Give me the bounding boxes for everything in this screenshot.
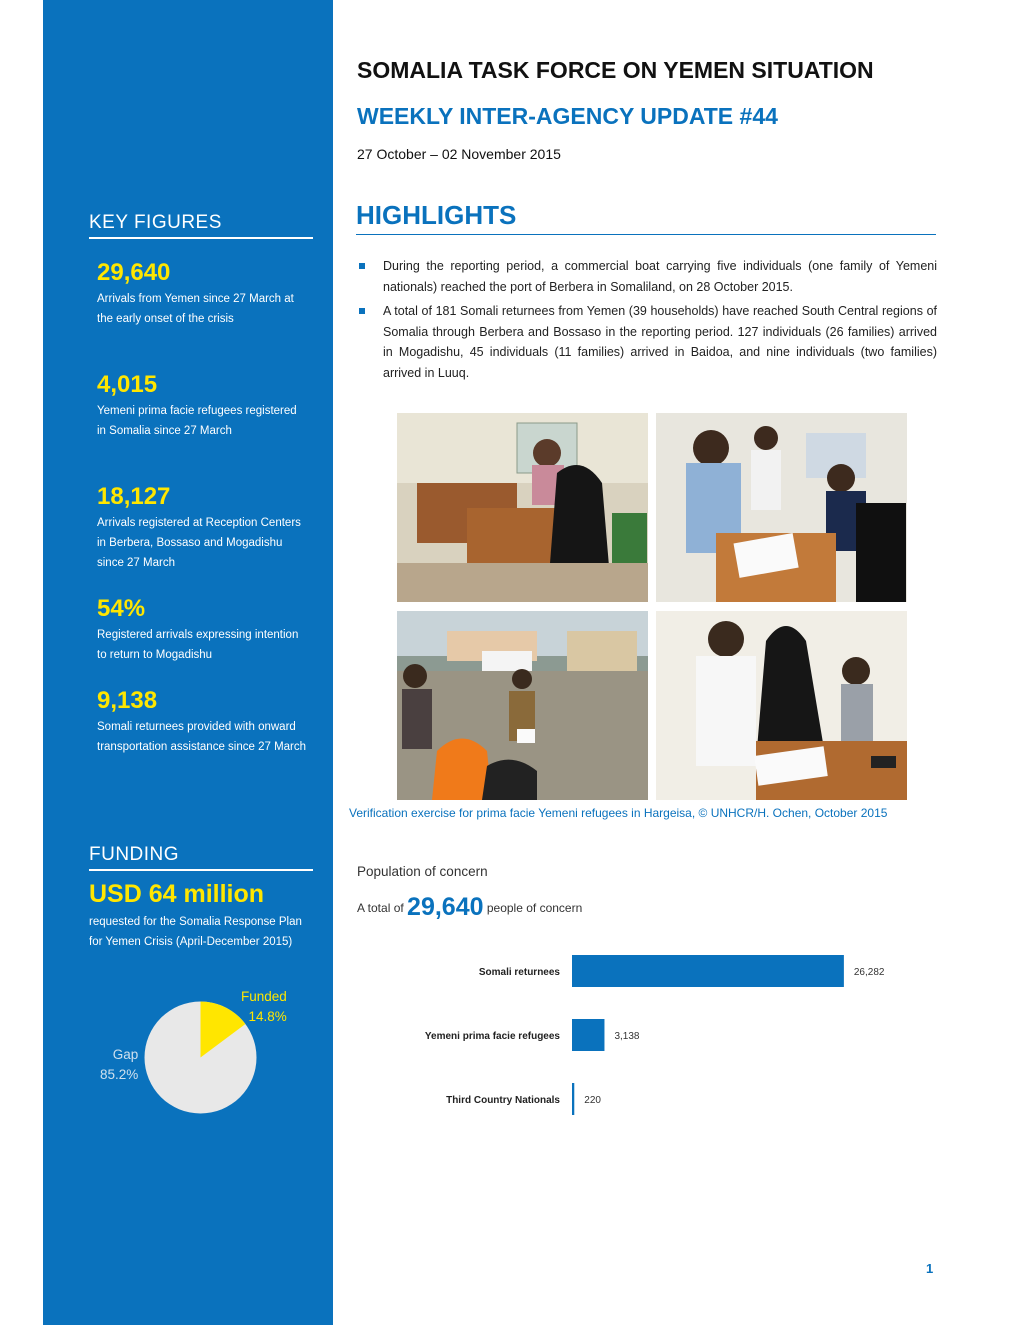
pie-label-gap (100, 1045, 138, 1085)
highlight-item (357, 301, 937, 383)
key-figure-desc: Yemeni prima facie refugees registered in Somalia since 27 March (97, 405, 297, 437)
population-bar-chart (360, 945, 940, 1125)
key-figure-value: 9,138 (97, 687, 158, 714)
total-value: 29,640 (407, 893, 484, 921)
population-total (357, 893, 582, 922)
highlight-item (357, 256, 937, 297)
highlight-text: A total of 181 Somali returnees from Yemen (39 households) have reached South Central regions of Somalia through Berbera and Bossaso in the reporting period. 127 individuals (26 families) arrived in Mogadishu, 45 individuals (11 families) arrived in Baidoa, and nine individuals (two families) arrived in Luuq. (383, 304, 937, 380)
key-figure-desc: Arrivals from Yemen since 27 March at the early onset of the crisis (97, 293, 294, 325)
page-number: 1 (926, 1261, 934, 1276)
key-figure-value: 54% (97, 595, 146, 622)
highlights-list (357, 256, 937, 387)
photo-caption: Verification exercise for prima facie Yemeni refugees in Hargeisa, © UNHCR/H. Ochen, October 2015 (349, 806, 888, 820)
key-figures-title: KEY FIGURES (89, 212, 313, 239)
bar-value-label: 3,138 (614, 1031, 640, 1042)
bullet-square-icon (359, 308, 365, 314)
photo-document-check (656, 413, 907, 602)
page-subtitle: WEEKLY INTER-AGENCY UPDATE #44 (357, 103, 778, 129)
key-figure-value: 18,127 (97, 483, 171, 510)
key-figure-desc: Registered arrivals expressing intention to return to Mogadishu (97, 629, 299, 661)
page-title: SOMALIA TASK FORCE ON YEMEN SITUATION (357, 57, 874, 83)
photo-office-registration (397, 413, 648, 602)
total-suffix: people of concern (486, 901, 583, 915)
key-figure (97, 687, 307, 757)
bar-value-label: 26,282 (853, 967, 885, 978)
highlight-text: During the reporting period, a commercial boat carrying five individuals (one family of Yemeni nationals) reached the port of Berbera in Somaliland, on 28 October 2015. (383, 259, 937, 294)
gap-pct: 85.2% (100, 1067, 139, 1082)
key-figure-desc: Arrivals registered at Reception Centers in Berbera, Bossaso and Mogadishu since 27 March (97, 517, 301, 569)
funding-title: FUNDING (89, 844, 313, 871)
funded-pct: 14.8% (248, 1009, 287, 1024)
photo-registration-desk (656, 611, 907, 800)
key-figure-value: 4,015 (97, 371, 158, 398)
population-title: Population of concern (357, 864, 488, 879)
bar-category-label: Somali returnees (478, 967, 560, 978)
bar (572, 1083, 574, 1115)
funded-label: Funded (241, 989, 287, 1004)
key-figure-value: 29,640 (97, 259, 171, 286)
sidebar (43, 0, 333, 1325)
key-figure (97, 595, 307, 665)
bullet-square-icon (359, 263, 365, 269)
photo-courtyard-children (397, 611, 648, 800)
key-figure (97, 259, 307, 329)
gap-label: Gap (112, 1047, 139, 1062)
bar (572, 1019, 604, 1051)
bar (572, 955, 844, 987)
key-figure-desc: Somali returnees provided with onward transportation assistance since 27 March (97, 721, 307, 753)
bar-category-label: Third Country Nationals (446, 1095, 560, 1106)
bar-category-label: Yemeni prima facie refugees (424, 1031, 560, 1042)
bar-value-label: 220 (584, 1095, 601, 1106)
highlights-title: HIGHLIGHTS (356, 200, 936, 235)
funding-description: requested for the Somalia Response Plan for Yemen Crisis (April-December 2015) (89, 916, 302, 948)
key-figure (97, 371, 307, 441)
report-date: 27 October – 02 November 2015 (357, 146, 561, 162)
funding-pie-chart (143, 1000, 258, 1115)
key-figure (97, 483, 307, 573)
total-prefix: A total of (357, 901, 404, 915)
funding-amount: USD 64 million (89, 880, 265, 908)
